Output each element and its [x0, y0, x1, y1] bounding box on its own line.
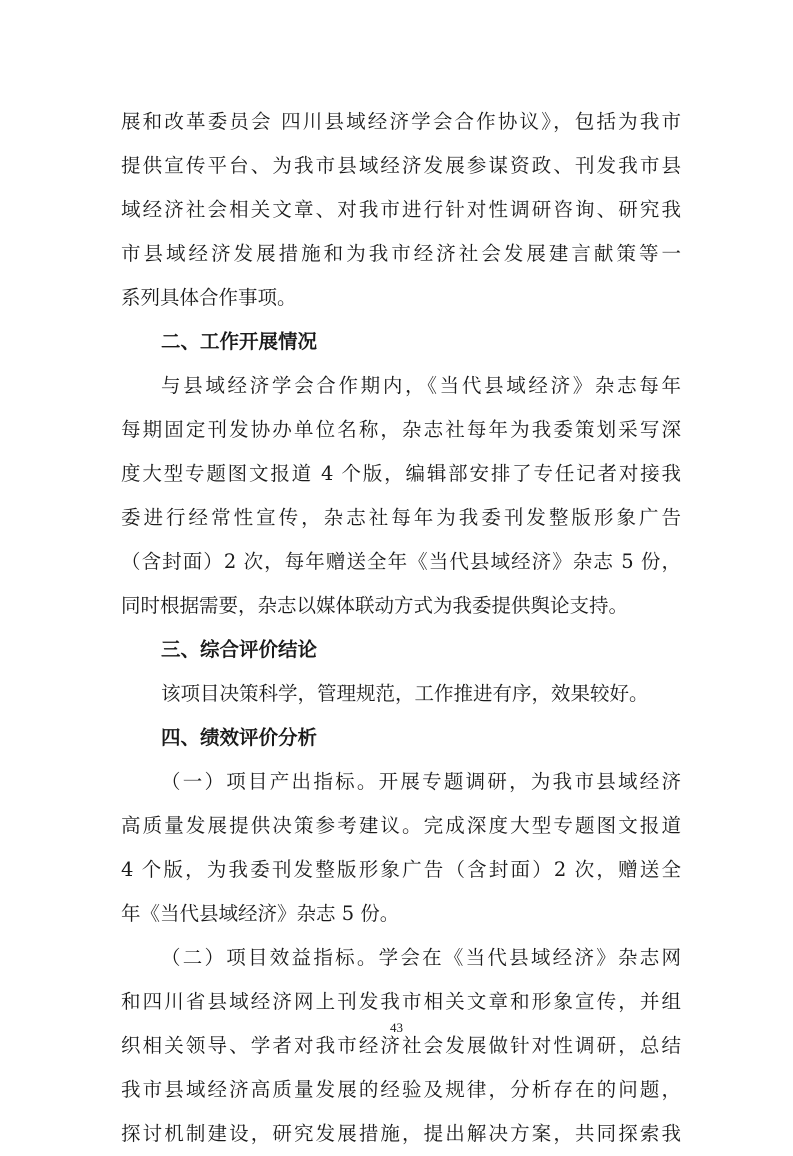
paragraph-line: 高质量发展提供决策参考建议。完成深度大型专题图文报道	[121, 814, 681, 837]
section-heading: 四、绩效评价分析	[161, 726, 318, 749]
paragraph-line: 与县域经济学会合作期内，《当代县域经济》杂志每年	[161, 374, 681, 397]
paragraph-line: 同时根据需要，杂志以媒体联动方式为我委提供舆论支持。	[121, 594, 629, 617]
paragraph-line: 织相关领导、学者对我市经济社会发展做针对性调研，总结	[121, 1034, 681, 1057]
body-text	[121, 100, 681, 1156]
paragraph-line: （含封面）2 次，每年赠送全年《当代县域经济》杂志 5 份，	[121, 550, 681, 573]
paragraph-line: 展和改革委员会 四川县域经济学会合作协议》，包括为我市	[121, 110, 681, 133]
paragraph-line: 该项目决策科学，管理规范，工作推进有序，效果较好。	[161, 682, 649, 705]
paragraph-line: 系列具体合作事项。	[121, 286, 297, 309]
paragraph-line: （二）项目效益指标。学会在《当代县域经济》杂志网	[161, 946, 681, 969]
section-heading: 二、工作开展情况	[161, 330, 318, 353]
paragraph-line: 探讨机制建设，研究发展措施，提出解决方案，共同探索我	[121, 1122, 681, 1145]
paragraph-line: 提供宣传平台、为我市县域经济发展参谋资政、刊发我市县	[121, 154, 681, 177]
section-heading: 三、综合评价结论	[161, 638, 318, 661]
paragraph-line: 委进行经常性宣传，杂志社每年为我委刊发整版形象广告	[121, 506, 681, 529]
page-number: 43	[390, 1020, 403, 1035]
paragraph-line: 域经济社会相关文章、对我市进行针对性调研咨询、研究我	[121, 198, 681, 221]
paragraph-line: 度大型专题图文报道 4 个版，编辑部安排了专任记者对接我	[121, 462, 681, 485]
paragraph-line: （一）项目产出指标。开展专题调研，为我市县域经济	[161, 770, 681, 793]
paragraph-line: 每期固定刊发协办单位名称，杂志社每年为我委策划采写深	[121, 418, 681, 441]
paragraph-line: 市县域经济发展措施和为我市经济社会发展建言献策等一	[121, 242, 681, 265]
paragraph-line: 和四川省县域经济网上刊发我市相关文章和形象宣传，并组	[121, 990, 681, 1013]
paragraph-line: 我市县域经济高质量发展的经验及规律，分析存在的问题，	[121, 1078, 681, 1101]
paragraph-line: 年《当代县域经济》杂志 5 份。	[121, 902, 400, 925]
paragraph-line: 4 个版，为我委刊发整版形象广告（含封面）2 次，赠送全	[121, 858, 681, 881]
